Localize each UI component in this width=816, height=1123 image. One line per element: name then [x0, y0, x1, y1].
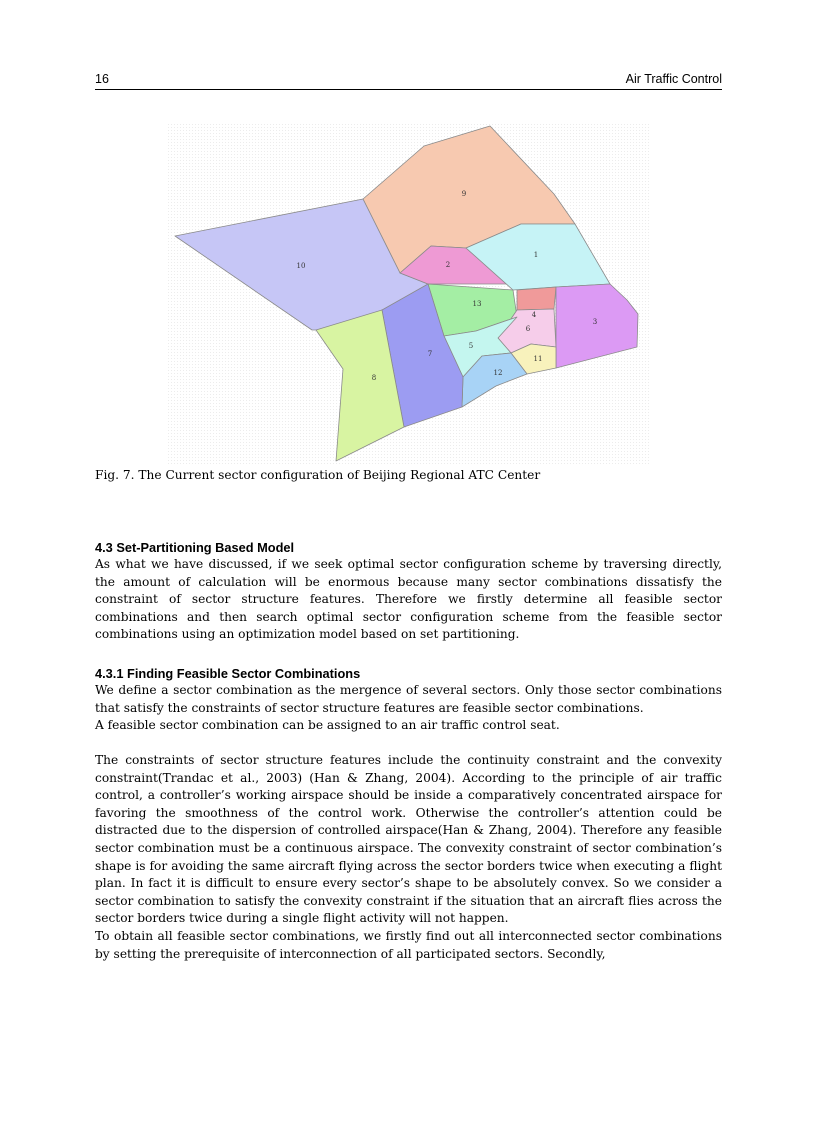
- sector-label-1: 1: [533, 251, 539, 259]
- sector-map-figure: [168, 124, 650, 464]
- sector-label-7: 7: [427, 350, 433, 358]
- sector-map: [168, 124, 650, 464]
- sector-label-8: 8: [371, 374, 377, 382]
- page-header: [95, 72, 722, 90]
- figure-caption: Fig. 7. The Current sector configuration of Beijing Regional ATC Center: [95, 468, 541, 482]
- sector-label-4: 4: [531, 311, 537, 319]
- sector-label-5: 5: [468, 342, 474, 350]
- sector-label-10: 10: [296, 262, 306, 270]
- subsection-paragraph-2: A feasible sector combination can be assigned to an air traffic control seat.: [95, 718, 560, 732]
- subsection-paragraph-4: To obtain all feasible sector combinations, we firstly find out all interconnected sector combinations by setting the prerequisite of interconnection of all participated sectors. Secondly,: [95, 929, 722, 961]
- sector-4: [517, 287, 556, 310]
- sector-label-12: 12: [493, 369, 503, 377]
- section-paragraph: As what we have discussed, if we seek optimal sector configuration scheme by traversing directly, the amount of calculation will be enormous because many sector combinations dissatisfy the constraint of sector structure features. Therefore we firstly determine all feasible sector combinations and then search optimal sector configuration scheme from the feasible sector combinations using an optimization model based on set partitioning.: [95, 557, 722, 642]
- subsection-paragraph-3: The constraints of sector structure features include the continuity constraint and the convexity constraint(Trandac et al., 2003) (Han & Zhang, 2004). According to the principle of air traffic control, a controller’s working airspace should be inside a comparatively concentrated airspace for favoring the smoothness of the control work. Otherwise the controller’s attention could be distracted due to the dispersion of controlled airspace(Han & Zhang, 2004). Therefore any feasible sector combination must be a continuous airspace. The convexity constraint of sector combination’s shape is for avoiding the same aircraft flying across the sector borders twice when executing a flight plan. In fact it is difficult to ensure every sector’s shape to be absolutely convex. So we consider a sector combination to satisfy the convexity constraint if the situation that an aircraft flies across the sector borders twice during a single flight activity will not happen.: [95, 753, 722, 926]
- sector-label-13: 13: [472, 300, 482, 308]
- section-title: 4.3 Set-Partitioning Based Model: [95, 540, 295, 555]
- sector-label-11: 11: [533, 355, 543, 363]
- page-number: 16: [95, 72, 109, 86]
- running-title: Air Traffic Control: [625, 72, 722, 86]
- sector-label-2: 2: [445, 261, 451, 269]
- sector-label-6: 6: [525, 325, 531, 333]
- subsection-title: 4.3.1 Finding Feasible Sector Combinations: [95, 666, 361, 681]
- sector-label-3: 3: [592, 318, 598, 326]
- sector-label-9: 9: [461, 190, 467, 198]
- subsection-paragraph-1: We define a sector combination as the mergence of several sectors. Only those sector combinations that satisfy the constraints of sector structure features are feasible sector combinations.: [95, 683, 722, 715]
